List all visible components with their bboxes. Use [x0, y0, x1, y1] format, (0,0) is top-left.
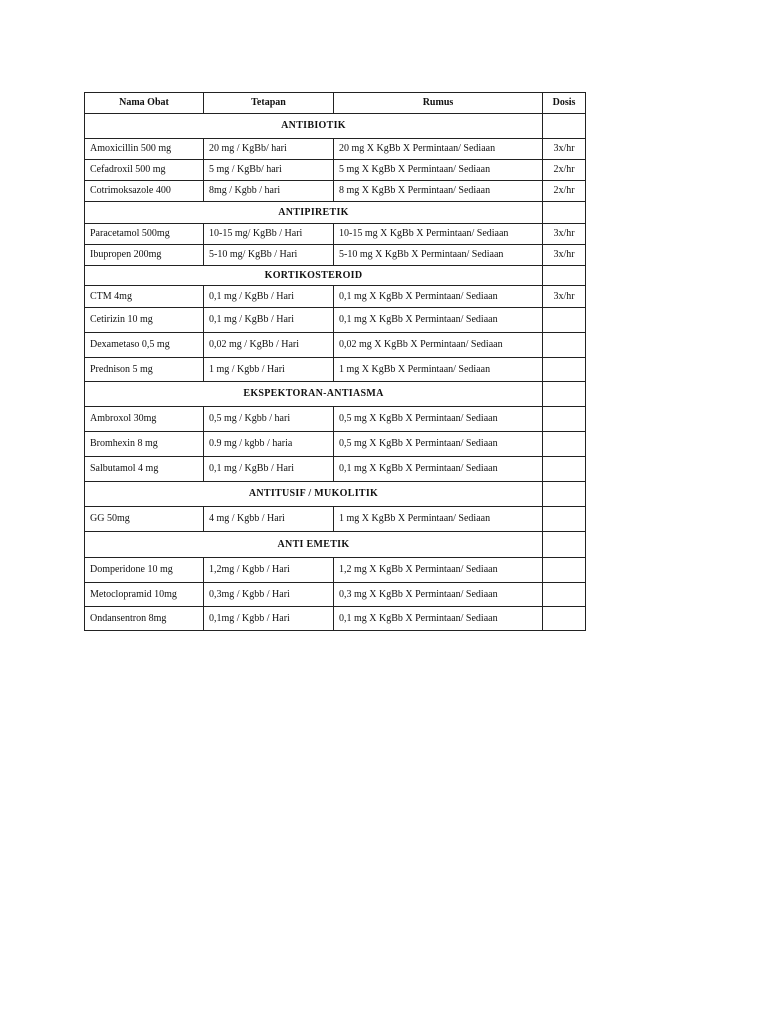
- table-row: [85, 308, 586, 333]
- cell-rumus: 0,5 mg X KgBb X Permintaan/ Sediaan: [334, 432, 543, 457]
- cell-rumus: 0,1 mg X KgBb X Permintaan/ Sediaan: [334, 308, 543, 333]
- cell-dosis: 3x/hr: [543, 286, 586, 308]
- cell-rumus: 0,5 mg X KgBb X Permintaan/ Sediaan: [334, 407, 543, 432]
- cell-nama-obat: Amoxicillin 500 mg: [85, 139, 204, 160]
- cell-tetapan: 0,1mg / Kgbb / Hari: [204, 607, 334, 631]
- cell-dosis: [543, 407, 586, 432]
- cell-dosis: 3x/hr: [543, 139, 586, 160]
- table-row: [85, 583, 586, 607]
- cell-nama-obat: Cetirizin 10 mg: [85, 308, 204, 333]
- cell-dosis: [543, 308, 586, 333]
- section-dosis-cell: [543, 482, 586, 507]
- table-row: [85, 286, 586, 308]
- cell-rumus: 20 mg X KgBb X Permintaan/ Sediaan: [334, 139, 543, 160]
- table-row: [85, 160, 586, 181]
- cell-nama-obat: Ambroxol 30mg: [85, 407, 204, 432]
- cell-nama-obat: Salbutamol 4 mg: [85, 457, 204, 482]
- table-row: [85, 507, 586, 532]
- cell-dosis: 3x/hr: [543, 245, 586, 266]
- section-title: ANTIBIOTIK: [85, 114, 543, 139]
- section-dosis-cell: [543, 202, 586, 224]
- section-title: ANTITUSIF / MUKOLITIK: [85, 482, 543, 507]
- cell-nama-obat: Prednison 5 mg: [85, 358, 204, 382]
- cell-tetapan: 0,1 mg / KgBb / Hari: [204, 308, 334, 333]
- section-dosis-cell: [543, 266, 586, 286]
- cell-tetapan: 8mg / Kgbb / hari: [204, 181, 334, 202]
- cell-dosis: 2x/hr: [543, 181, 586, 202]
- cell-tetapan: 1 mg / Kgbb / Hari: [204, 358, 334, 382]
- cell-nama-obat: CTM 4mg: [85, 286, 204, 308]
- cell-dosis: [543, 457, 586, 482]
- cell-rumus: 0,1 mg X KgBb X Permintaan/ Sediaan: [334, 607, 543, 631]
- section-dosis-cell: [543, 382, 586, 407]
- cell-tetapan: 0,1 mg / KgBb / Hari: [204, 457, 334, 482]
- cell-rumus: 0,3 mg X KgBb X Permintaan/ Sediaan: [334, 583, 543, 607]
- section-title: EKSPEKTORAN-ANTIASMA: [85, 382, 543, 407]
- cell-nama-obat: Bromhexin 8 mg: [85, 432, 204, 457]
- cell-tetapan: 5-10 mg/ KgBb / Hari: [204, 245, 334, 266]
- section-header-row: [85, 202, 586, 224]
- section-header-row: [85, 266, 586, 286]
- cell-rumus: 5-10 mg X KgBb X Permintaan/ Sediaan: [334, 245, 543, 266]
- table-row: [85, 139, 586, 160]
- cell-tetapan: 20 mg / KgBb/ hari: [204, 139, 334, 160]
- drug-dosage-table: [84, 92, 586, 631]
- section-header-row: [85, 382, 586, 407]
- cell-nama-obat: Ondansentron 8mg: [85, 607, 204, 631]
- cell-dosis: 2x/hr: [543, 160, 586, 181]
- cell-dosis: [543, 358, 586, 382]
- cell-rumus: 0,1 mg X KgBb X Permintaan/ Sediaan: [334, 286, 543, 308]
- cell-dosis: [543, 507, 586, 532]
- table-row: [85, 333, 586, 358]
- table-row: [85, 181, 586, 202]
- cell-rumus: 1 mg X KgBb X Permintaan/ Sediaan: [334, 507, 543, 532]
- cell-rumus: 10-15 mg X KgBb X Permintaan/ Sediaan: [334, 224, 543, 245]
- section-dosis-cell: [543, 532, 586, 558]
- cell-rumus: 8 mg X KgBb X Permintaan/ Sediaan: [334, 181, 543, 202]
- section-title: ANTIPIRETIK: [85, 202, 543, 224]
- table-row: [85, 558, 586, 583]
- cell-tetapan: 0.9 mg / kgbb / haria: [204, 432, 334, 457]
- cell-tetapan: 0,5 mg / Kgbb / hari: [204, 407, 334, 432]
- table-row: [85, 432, 586, 457]
- cell-tetapan: 1,2mg / Kgbb / Hari: [204, 558, 334, 583]
- cell-tetapan: 4 mg / Kgbb / Hari: [204, 507, 334, 532]
- section-header-row: [85, 482, 586, 507]
- header-rumus: Rumus: [334, 93, 543, 114]
- cell-tetapan: 0,1 mg / KgBb / Hari: [204, 286, 334, 308]
- cell-nama-obat: GG 50mg: [85, 507, 204, 532]
- cell-dosis: 3x/hr: [543, 224, 586, 245]
- cell-nama-obat: Cefadroxil 500 mg: [85, 160, 204, 181]
- cell-nama-obat: Dexametaso 0,5 mg: [85, 333, 204, 358]
- cell-tetapan: 10-15 mg/ KgBb / Hari: [204, 224, 334, 245]
- cell-nama-obat: Metoclopramid 10mg: [85, 583, 204, 607]
- table-row: [85, 358, 586, 382]
- cell-rumus: 0,1 mg X KgBb X Permintaan/ Sediaan: [334, 457, 543, 482]
- cell-nama-obat: Ibupropen 200mg: [85, 245, 204, 266]
- cell-nama-obat: Domperidone 10 mg: [85, 558, 204, 583]
- cell-rumus: 5 mg X KgBb X Permintaan/ Sediaan: [334, 160, 543, 181]
- header-dosis: Dosis: [543, 93, 586, 114]
- section-header-row: [85, 532, 586, 558]
- section-title: KORTIKOSTEROID: [85, 266, 543, 286]
- cell-tetapan: 0,02 mg / KgBb / Hari: [204, 333, 334, 358]
- cell-dosis: [543, 558, 586, 583]
- cell-rumus: 1 mg X KgBb X Permintaan/ Sediaan: [334, 358, 543, 382]
- section-header-row: [85, 114, 586, 139]
- cell-dosis: [543, 432, 586, 457]
- header-row: [85, 93, 586, 114]
- table-row: [85, 607, 586, 631]
- cell-tetapan: 5 mg / KgBb/ hari: [204, 160, 334, 181]
- table-row: [85, 224, 586, 245]
- cell-nama-obat: Cotrimoksazole 400: [85, 181, 204, 202]
- header-tetapan: Tetapan: [204, 93, 334, 114]
- table-body: [85, 114, 586, 631]
- cell-dosis: [543, 583, 586, 607]
- cell-rumus: 0,02 mg X KgBb X Permintaan/ Sediaan: [334, 333, 543, 358]
- table-row: [85, 407, 586, 432]
- table-row: [85, 245, 586, 266]
- cell-dosis: [543, 333, 586, 358]
- section-title: ANTI EMETIK: [85, 532, 543, 558]
- cell-dosis: [543, 607, 586, 631]
- cell-rumus: 1,2 mg X KgBb X Permintaan/ Sediaan: [334, 558, 543, 583]
- cell-tetapan: 0,3mg / Kgbb / Hari: [204, 583, 334, 607]
- table-row: [85, 457, 586, 482]
- section-dosis-cell: [543, 114, 586, 139]
- header-nama-obat: Nama Obat: [85, 93, 204, 114]
- cell-nama-obat: Paracetamol 500mg: [85, 224, 204, 245]
